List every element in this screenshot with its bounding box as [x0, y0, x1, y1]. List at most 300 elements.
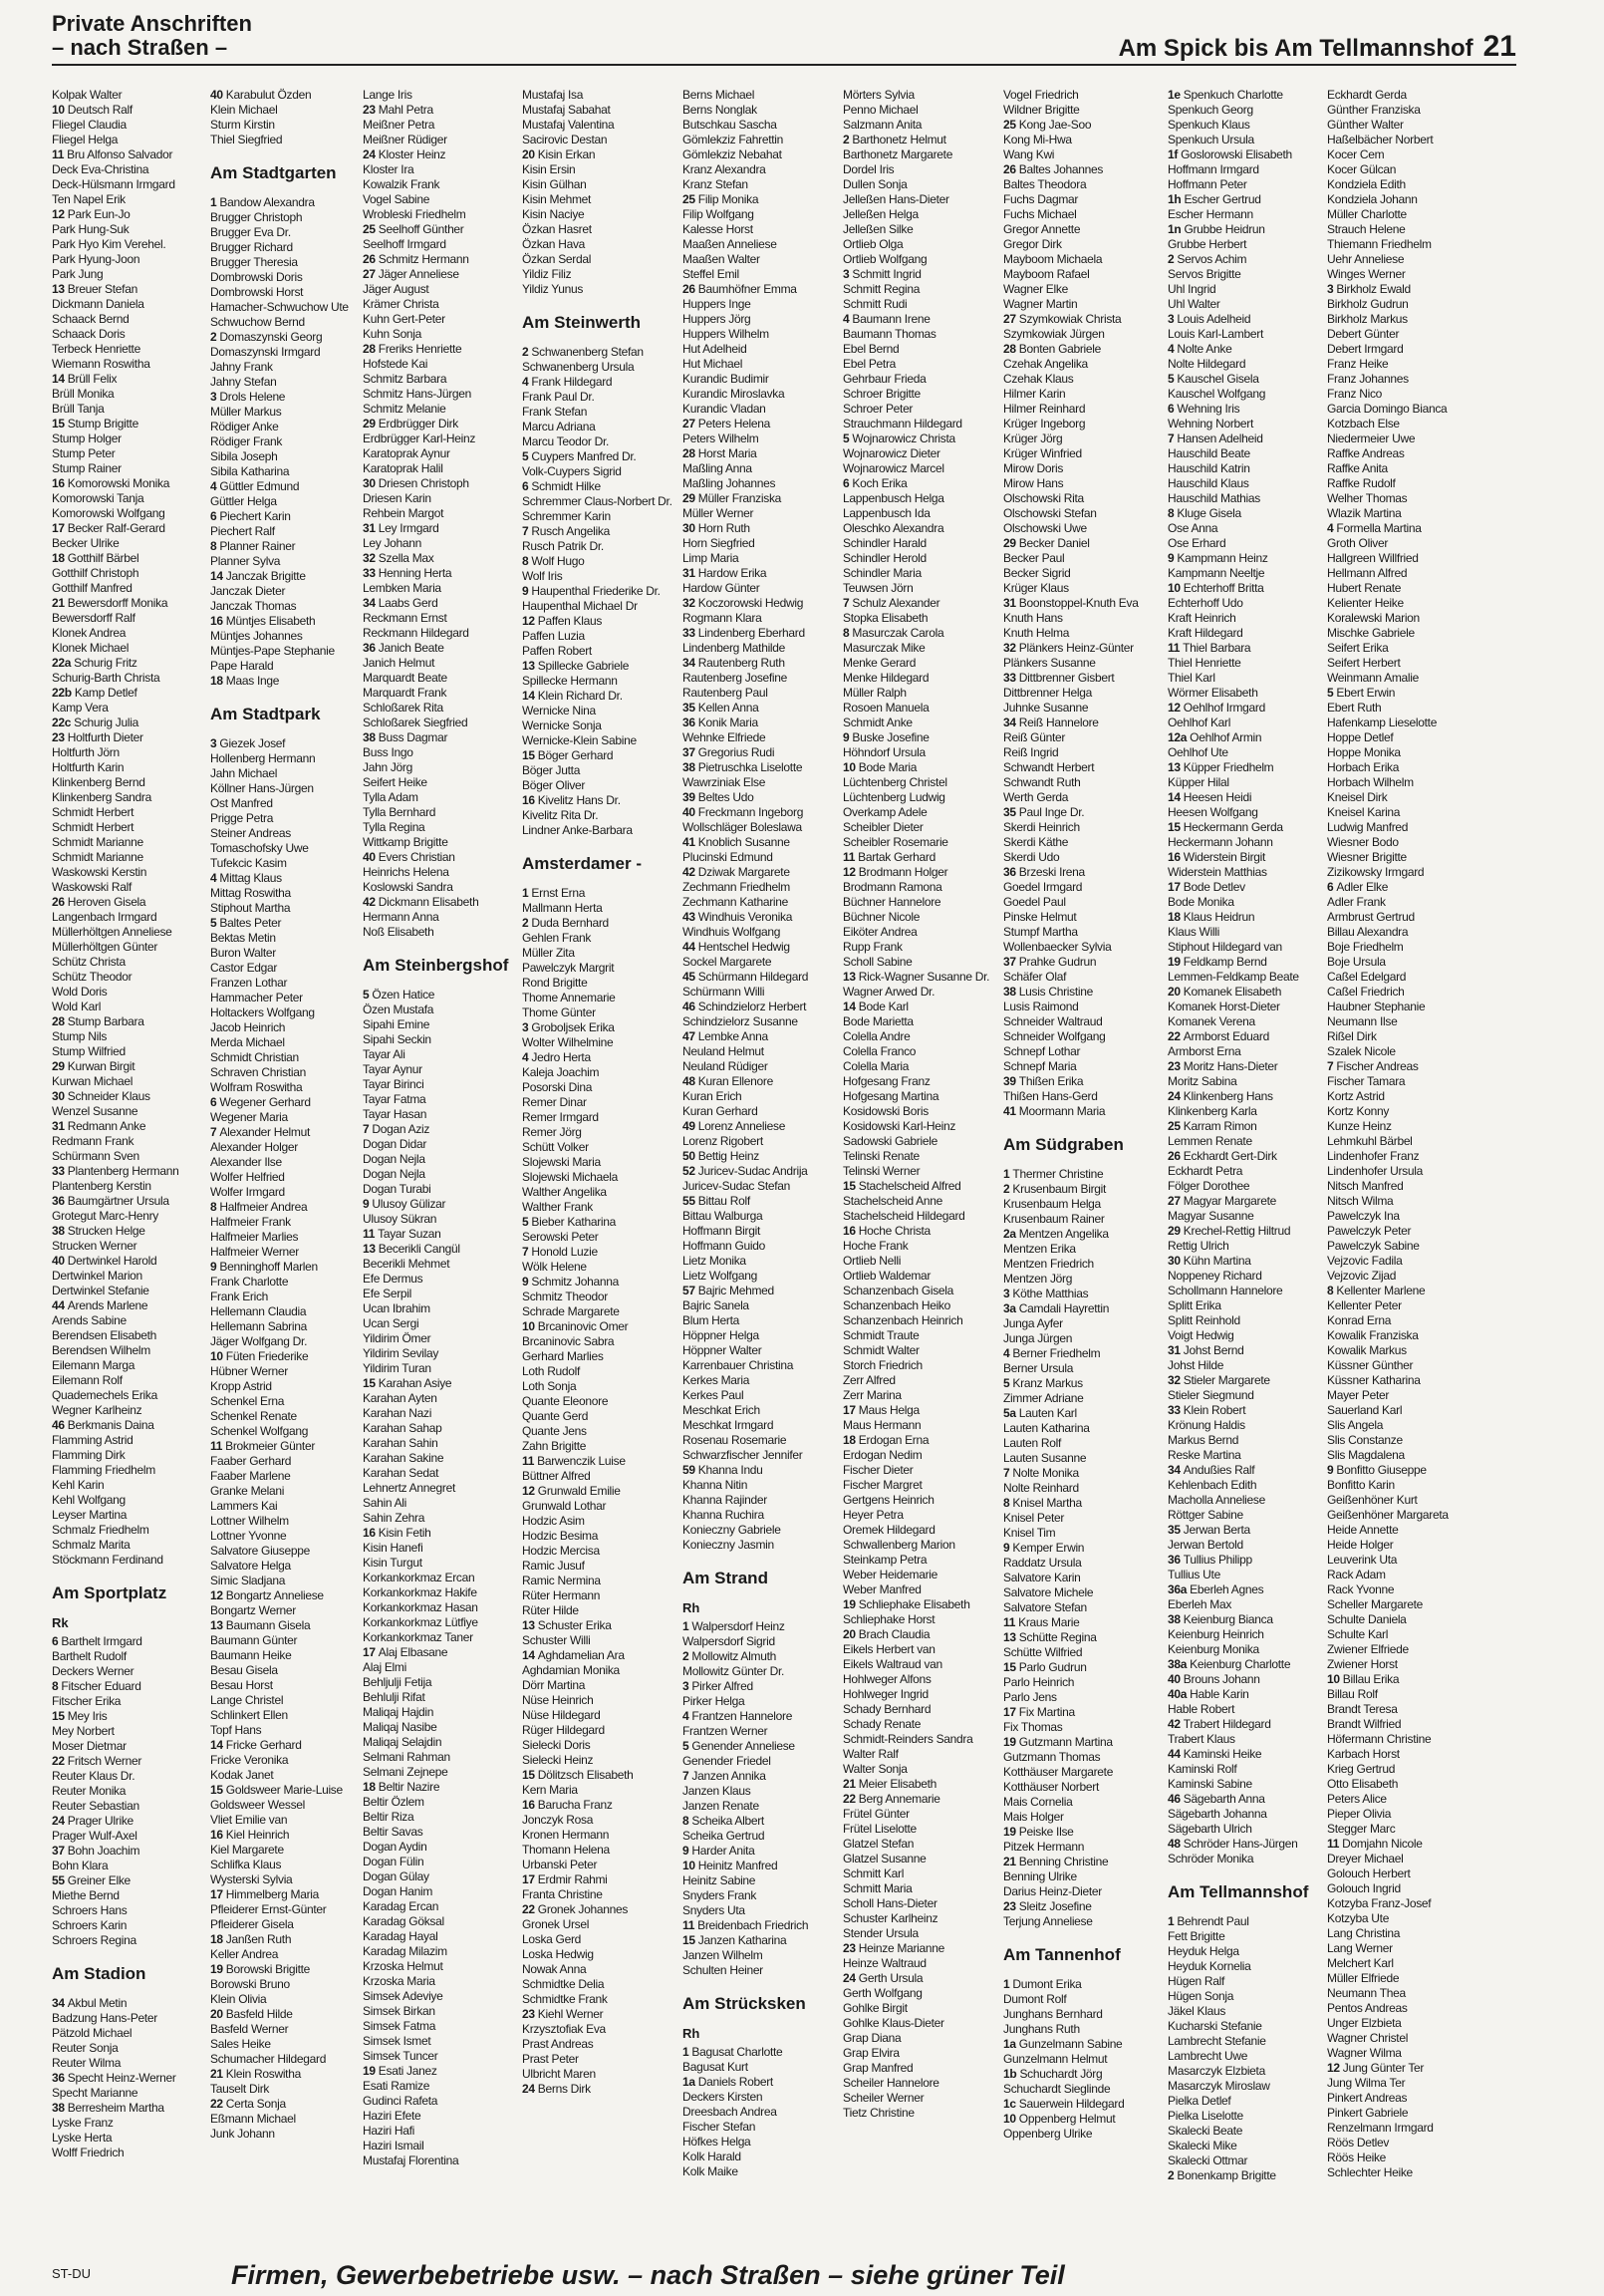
resident-name: Stumpf Martha: [1003, 925, 1078, 939]
resident-name: Brugger Eva Dr.: [210, 225, 291, 239]
resident-entry: [682, 103, 842, 118]
resident-entry: [52, 1194, 211, 1209]
resident-entry: [210, 1484, 370, 1499]
resident-name: Darius Heinz-Dieter: [1003, 1884, 1102, 1898]
resident-entry: [52, 1373, 211, 1388]
resident-entry: [843, 1642, 1002, 1657]
resident-name: Zerr Marina: [843, 1388, 902, 1402]
resident-name: Gronek Johannes: [537, 1902, 629, 1916]
resident-entry: [1168, 133, 1327, 147]
resident-name: Brüll Felix: [67, 372, 118, 386]
resident-name: Rusch Angelika: [531, 524, 610, 538]
resident-entry: [52, 327, 211, 342]
resident-name: Macholla Anneliese: [1168, 1493, 1266, 1507]
resident-name: Keienburg Heinrich: [1168, 1627, 1264, 1641]
house-number: 41: [1003, 1104, 1019, 1118]
resident-entry: [522, 1544, 681, 1559]
resident-name: Eckhardt Gert-Dirk: [1183, 1149, 1277, 1163]
resident-entry: [1168, 1493, 1327, 1508]
house-number: 11: [1327, 1837, 1343, 1851]
district-code: Rh: [682, 1600, 700, 1615]
house-number: 9: [1327, 1463, 1337, 1477]
resident-name: Barwenczik Luise: [537, 1454, 626, 1468]
resident-entry: [363, 118, 522, 133]
resident-entry: [1003, 551, 1163, 566]
resident-entry: [843, 1582, 1002, 1597]
resident-name: Plänkers Heinz-Günter: [1018, 641, 1134, 655]
directory-column: [363, 88, 522, 2168]
resident-entry: [363, 1675, 522, 1690]
resident-name: Bode Marietta: [843, 1014, 914, 1028]
resident-name: Wang Kwi: [1003, 147, 1055, 161]
resident-entry: [843, 1493, 1002, 1508]
resident-name: Lang Christina: [1327, 1926, 1401, 1940]
house-number: 20: [522, 147, 538, 161]
resident-name: Simsek Adeviye: [363, 1989, 443, 2003]
resident-name: Gregor Dirk: [1003, 237, 1062, 251]
resident-entry: [1327, 1911, 1486, 1926]
house-number: 11: [843, 850, 859, 864]
resident-entry: [522, 629, 681, 644]
resident-entry: [52, 267, 211, 282]
resident-entry: [210, 1364, 370, 1379]
resident-entry: [522, 237, 681, 252]
resident-name: Freriks Henriette: [378, 342, 462, 356]
resident-name: Kamp Vera: [52, 701, 109, 715]
resident-name: Ley Johann: [363, 536, 422, 550]
resident-entry: [52, 2146, 211, 2160]
resident-name: Lyske Franz: [52, 2116, 114, 2130]
resident-name: Brugger Theresia: [210, 255, 298, 269]
resident-entry: [1168, 1657, 1327, 1672]
resident-entry: [843, 177, 1002, 192]
resident-name: Tayar Ali: [363, 1047, 405, 1061]
resident-entry: [843, 162, 1002, 177]
resident-name: Reiß Günter: [1003, 730, 1066, 744]
resident-name: Müntjes Johannes: [210, 629, 303, 643]
resident-entry: [682, 431, 842, 446]
resident-name: Kranz Alexandra: [682, 162, 766, 176]
resident-entry: [363, 1257, 522, 1272]
resident-entry: [52, 716, 211, 730]
resident-entry: [363, 1361, 522, 1376]
resident-name: Akbul Metin: [67, 1996, 128, 2010]
resident-name: Lottner Yvonne: [210, 1529, 287, 1543]
resident-name: Maßling Johannes: [682, 476, 776, 490]
street-heading: Amsterdamer -: [522, 854, 642, 873]
house-number: 7: [1168, 431, 1178, 445]
resident-entry: [1003, 282, 1163, 297]
resident-name: Rick-Wagner Susanne Dr.: [858, 970, 990, 984]
house-number: 36: [52, 1194, 68, 1208]
resident-entry: [522, 1514, 681, 1529]
house-number: 31: [1003, 596, 1019, 610]
resident-entry: [1003, 895, 1163, 910]
resident-entry: [1327, 1328, 1486, 1343]
resident-name: Krämer Christa: [363, 297, 439, 311]
resident-name: Maaßen Anneliese: [682, 237, 777, 251]
house-number: 14: [52, 372, 68, 386]
resident-name: Schremmer Karin: [522, 509, 611, 523]
resident-name: Büchner Nicole: [843, 910, 921, 924]
resident-entry: [1003, 1884, 1163, 1899]
house-number: 24: [52, 1814, 68, 1828]
resident-entry: [210, 1035, 370, 1050]
resident-name: Korkankorkmaz Taner: [363, 1630, 473, 1644]
resident-entry: [682, 1739, 842, 1754]
resident-entry: [52, 207, 211, 222]
resident-name: Thiemann Friedhelm: [1327, 237, 1432, 251]
resident-entry: [1327, 192, 1486, 207]
resident-entry: [210, 405, 370, 420]
resident-name: Stump Nils: [52, 1029, 108, 1043]
resident-entry: [1003, 1391, 1163, 1406]
resident-entry: [682, 446, 842, 461]
resident-name: Cuypers Manfred Dr.: [531, 449, 637, 463]
resident-entry: [1168, 985, 1327, 1000]
resident-name: Dogan Turabi: [363, 1182, 431, 1196]
resident-entry: [843, 192, 1002, 207]
resident-entry: [843, 1911, 1002, 1926]
resident-entry: [210, 1005, 370, 1020]
resident-name: Gehrbaur Frieda: [843, 372, 927, 386]
house-number: 4: [1327, 521, 1337, 535]
street-heading: Am Steinbergshof: [363, 956, 509, 975]
resident-name: Mey Norbert: [52, 1724, 115, 1738]
resident-entry: [522, 1932, 681, 1947]
resident-name: Wrobleski Friedhelm: [363, 207, 466, 221]
house-number: 13: [210, 1618, 226, 1632]
resident-name: Noppeney Richard: [1168, 1269, 1262, 1283]
resident-entry: [363, 641, 522, 656]
resident-entry: [843, 671, 1002, 686]
resident-entry: [52, 2056, 211, 2071]
resident-entry: [1168, 1959, 1327, 1974]
resident-name: Schulte Daniela: [1327, 1612, 1407, 1626]
house-number: 13: [843, 970, 859, 984]
resident-entry: [522, 976, 681, 991]
house-number: 24: [363, 147, 379, 161]
resident-name: Komanek Verena: [1168, 1014, 1255, 1028]
resident-name: Junk Johann: [210, 2127, 275, 2141]
resident-entry: [1003, 1556, 1163, 1571]
house-number: 40: [52, 1254, 68, 1268]
resident-name: Efe Dermus: [363, 1272, 423, 1286]
resident-name: Rüger Hildegard: [522, 1723, 605, 1737]
resident-entry: [1327, 446, 1486, 461]
resident-name: Himmelberg Maria: [225, 1887, 320, 1901]
house-number: 26: [682, 282, 698, 296]
resident-name: Röös Detlev: [1327, 2136, 1390, 2150]
resident-name: Ost Manfred: [210, 796, 273, 810]
house-number: 19: [1168, 955, 1184, 969]
resident-entry: [1003, 566, 1163, 581]
resident-entry: [210, 1499, 370, 1514]
resident-name: Klonek Michael: [52, 641, 130, 655]
resident-name: Lusis Christine: [1018, 985, 1093, 999]
resident-entry: [52, 925, 211, 940]
resident-name: Heinitz Sabine: [682, 1873, 756, 1887]
resident-entry: [210, 210, 370, 225]
resident-entry: [210, 1678, 370, 1693]
resident-name: Golouch Ingrid: [1327, 1881, 1401, 1895]
resident-entry: [843, 970, 1002, 985]
house-number: 35: [1003, 805, 1019, 819]
resident-entry: [1003, 1645, 1163, 1660]
resident-name: Böger Gerhard: [537, 748, 614, 762]
resident-entry: [1003, 1361, 1163, 1376]
resident-name: Tylla Regina: [363, 820, 425, 834]
resident-entry: [52, 297, 211, 312]
house-number: 43: [682, 910, 698, 924]
resident-name: Knisel Peter: [1003, 1511, 1065, 1525]
resident-name: Grap Manfred: [843, 2061, 914, 2075]
resident-entry: [1168, 1702, 1327, 1717]
resident-name: Schmalz Friedhelm: [52, 1523, 149, 1537]
resident-entry: [843, 1926, 1002, 1941]
resident-entry: [522, 554, 681, 569]
resident-entry: [52, 940, 211, 955]
resident-entry: [1327, 925, 1486, 940]
resident-name: Thomann Helena: [522, 1843, 610, 1857]
resident-entry: [210, 1155, 370, 1170]
resident-name: Harder Anita: [691, 1844, 755, 1858]
resident-entry: [522, 778, 681, 793]
resident-entry: [210, 1469, 370, 1484]
resident-name: Günther Franziska: [1327, 103, 1421, 117]
resident-entry: [210, 599, 370, 614]
resident-entry: [1003, 1197, 1163, 1212]
resident-entry: [1168, 955, 1327, 970]
resident-name: Klaus Willi: [1168, 925, 1220, 939]
resident-entry: [682, 506, 842, 521]
resident-name: Redmann Frank: [52, 1134, 134, 1148]
resident-name: Karrenbauer Christina: [682, 1358, 794, 1372]
resident-name: Filip Monika: [697, 192, 759, 206]
house-number: 9: [210, 1260, 220, 1274]
resident-entry: [363, 2064, 522, 2079]
resident-name: Olschowski Uwe: [1003, 521, 1087, 535]
resident-entry: [52, 1634, 211, 1649]
resident-entry: [52, 1074, 211, 1089]
resident-name: Ucan Sergi: [363, 1316, 419, 1330]
resident-entry: [1327, 1687, 1486, 1702]
resident-name: Holtfurth Dieter: [67, 730, 143, 744]
house-number: 22: [843, 1792, 859, 1806]
resident-name: Kranz Markus: [1012, 1376, 1083, 1390]
resident-entry: [522, 1424, 681, 1439]
resident-entry: [1003, 417, 1163, 431]
resident-entry: [1327, 1403, 1486, 1418]
resident-name: Dumont Erika: [1012, 1977, 1082, 1991]
resident-entry: [210, 103, 370, 118]
resident-name: Schnepf Maria: [1003, 1059, 1077, 1073]
resident-name: Limp Maria: [682, 551, 739, 565]
resident-entry: [522, 390, 681, 405]
resident-entry: [522, 360, 681, 375]
resident-entry: [1168, 671, 1327, 686]
resident-name: Neumann Thea: [1327, 1986, 1406, 2000]
resident-entry: [843, 476, 1002, 491]
house-number: 20: [210, 2007, 226, 2021]
house-number: 38: [363, 730, 379, 744]
resident-entry: [682, 1119, 842, 1134]
house-number: 26: [1168, 1149, 1184, 1163]
resident-name: Janczak Thomas: [210, 599, 297, 613]
resident-name: Goedel Paul: [1003, 895, 1066, 909]
resident-name: Debert Günter: [1327, 327, 1400, 341]
resident-entry: [52, 910, 211, 925]
resident-name: Oppenberg Ulrike: [1003, 2127, 1093, 2141]
resident-name: Rack Adam: [1327, 1568, 1386, 1581]
resident-name: Müller Charlotte: [1327, 207, 1407, 221]
resident-name: Eilemann Marga: [52, 1358, 135, 1372]
house-number: 15: [1168, 820, 1184, 834]
resident-name: Thiel Siegfried: [210, 133, 283, 146]
resident-name: Pielka Liselotte: [1168, 2109, 1243, 2123]
resident-name: Parlo Heinrich: [1003, 1675, 1075, 1689]
resident-name: Voigt Hedwig: [1168, 1328, 1234, 1342]
resident-entry: [210, 345, 370, 360]
house-number: 6: [522, 479, 532, 493]
resident-entry: [52, 312, 211, 327]
resident-entry: [1327, 222, 1486, 237]
resident-name: Wehning Iris: [1177, 402, 1240, 416]
resident-name: Redmann Anke: [67, 1119, 146, 1133]
resident-name: Spenkuch Klaus: [1168, 118, 1250, 132]
resident-entry: [682, 1089, 842, 1104]
resident-name: Heide Annette: [1327, 1523, 1399, 1537]
resident-entry: [682, 1373, 842, 1388]
resident-name: Armbrust Gertrud: [1327, 910, 1415, 924]
resident-name: Müllerhöltgen Anneliese: [52, 925, 172, 939]
resident-entry: [210, 1170, 370, 1185]
house-number: 8: [210, 539, 220, 553]
resident-entry: [1003, 1421, 1163, 1436]
resident-entry: [363, 820, 522, 835]
resident-entry: [52, 2041, 211, 2056]
resident-entry: [522, 1559, 681, 1574]
resident-entry: [52, 1664, 211, 1679]
resident-name: Schroer Brigitte: [843, 387, 921, 401]
resident-entry: [522, 1768, 681, 1783]
resident-entry: [363, 1840, 522, 1855]
resident-name: Gunzelmann Sabine: [1018, 2037, 1123, 2051]
resident-entry: [210, 88, 370, 103]
resident-name: Franz Heike: [1327, 357, 1389, 371]
resident-name: Behlulji Rifat: [363, 1690, 425, 1704]
resident-entry: [1327, 641, 1486, 656]
resident-entry: [843, 775, 1002, 790]
resident-name: Lauten Katharina: [1003, 1421, 1090, 1435]
resident-entry: [52, 820, 211, 835]
resident-name: Brouns Johann: [1183, 1672, 1260, 1686]
resident-entry: [522, 375, 681, 390]
resident-entry: [682, 701, 842, 716]
resident-name: Schroers Hans: [52, 1903, 128, 1917]
resident-entry: [52, 1829, 211, 1844]
resident-entry: [52, 865, 211, 880]
resident-entry: [363, 2004, 522, 2019]
resident-name: Knisel Tim: [1003, 1526, 1056, 1540]
resident-name: Planner Rainer: [219, 539, 296, 553]
resident-entry: [1003, 745, 1163, 760]
resident-entry: [843, 402, 1002, 417]
resident-name: Johst Hilde: [1168, 1358, 1224, 1372]
resident-name: Lindenberg Mathilde: [682, 641, 786, 655]
resident-name: Dogan Nejla: [363, 1167, 425, 1181]
house-number: 34: [1003, 716, 1019, 729]
resident-entry: [522, 569, 681, 584]
resident-name: Pawelczyk Margrit: [522, 961, 615, 975]
resident-name: Remer Dinar: [522, 1095, 587, 1109]
resident-entry: [682, 716, 842, 730]
resident-name: Paffen Luzia: [522, 629, 585, 643]
resident-name: Fuchs Michael: [1003, 207, 1077, 221]
resident-name: Driesen Christoph: [378, 476, 469, 490]
resident-entry: [363, 760, 522, 775]
resident-name: Erdogan Erna: [858, 1433, 930, 1447]
resident-entry: [1327, 312, 1486, 327]
resident-name: Kolk Harald: [682, 2150, 741, 2163]
house-number: 3: [1327, 282, 1337, 296]
resident-name: Jelleßen Hans-Dieter: [843, 192, 949, 206]
resident-name: Wiemann Roswitha: [52, 357, 150, 371]
resident-entry: [843, 1822, 1002, 1837]
resident-name: Walpersdorf Sigrid: [682, 1634, 775, 1648]
resident-name: Junghans Ruth: [1003, 2022, 1080, 2036]
resident-name: Schremmer Claus-Norbert Dr.: [522, 494, 672, 508]
resident-name: Gohlke Birgit: [843, 2001, 908, 2015]
house-number: 19: [1003, 1735, 1019, 1749]
resident-name: Mentzen Angelika: [1018, 1227, 1109, 1241]
resident-name: Menke Hildegard: [843, 671, 930, 685]
resident-name: Mais Cornelia: [1003, 1795, 1073, 1809]
resident-name: Horn Siegfried: [682, 536, 755, 550]
resident-name: Heckermann Gerda: [1183, 820, 1283, 834]
resident-name: Bittau Walburga: [682, 1209, 763, 1223]
resident-name: Schürmann Hildegard: [697, 970, 809, 984]
resident-entry: [843, 1941, 1002, 1956]
resident-name: Höppner Helga: [682, 1328, 759, 1342]
resident-name: Hoffmann Irmgard: [1168, 162, 1259, 176]
resident-entry: [52, 1433, 211, 1448]
resident-entry: [522, 1364, 681, 1379]
street-heading: Am Strücksken: [682, 1994, 806, 2013]
resident-entry: [682, 2135, 842, 2150]
resident-name: Dickmann Elisabeth: [378, 895, 479, 909]
resident-entry: [52, 1298, 211, 1313]
resident-entry: [1327, 1119, 1486, 1134]
resident-entry: [1168, 1089, 1327, 1104]
house-number: 5: [1168, 372, 1178, 386]
resident-entry: [363, 446, 522, 461]
resident-entry: [522, 1379, 681, 1394]
resident-entry: [682, 1829, 842, 1844]
resident-entry: [522, 1917, 681, 1932]
resident-entry: [682, 1029, 842, 1044]
house-number: 15: [363, 1376, 379, 1390]
resident-name: Karbach Horst: [1327, 1747, 1400, 1761]
resident-entry: [52, 701, 211, 716]
resident-entry: [843, 1134, 1002, 1149]
resident-entry: [1327, 1896, 1486, 1911]
house-number: 12: [52, 207, 68, 221]
resident-name: Rautenberg Paul: [682, 686, 768, 700]
resident-name: Mustafaj Isa: [522, 88, 584, 102]
resident-name: Wagner Arwed Dr.: [843, 985, 936, 999]
resident-name: Paffen Robert: [522, 644, 592, 658]
